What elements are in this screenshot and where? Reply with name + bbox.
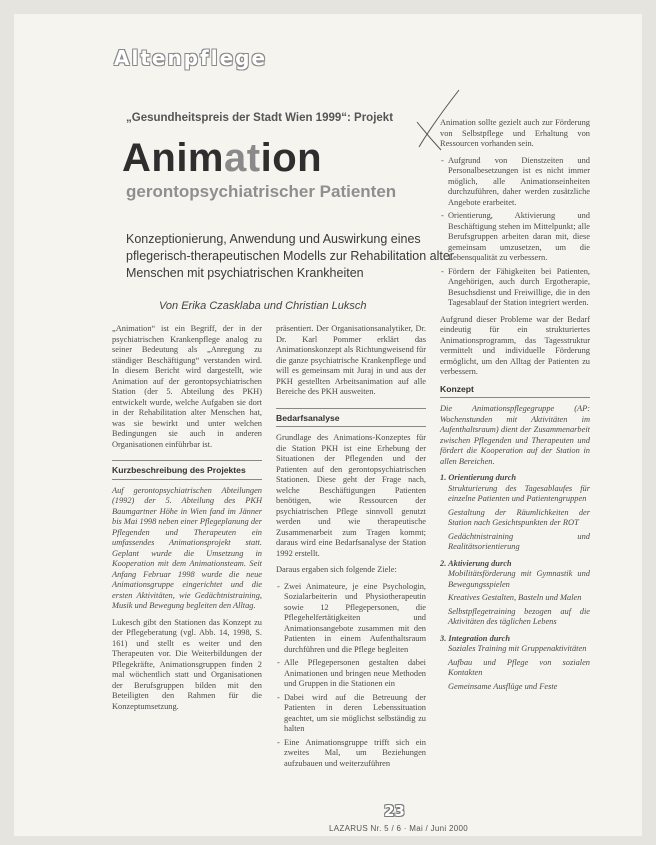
concept-text: Die Animationspflegegruppe (AP: Wochenstunden mit Aktivitäten im Aufenthaltsraum) dient der Zusammenarbeit zwischen Pflegenden und Therapeuten und fördert die Kooperation auf der Station in allen Bereichen. — [440, 404, 590, 466]
col1-paragraph-3: Lukesch gibt den Stationen das Konzept zu der Pflegeberatung (vgl. Abb. 14, 1998, S. 161) und stellt es weiter und den Therapeuten vor. Die Weiterbildungen der Pflegekräfte, Animationsgruppen finden 2 mal wöchentlich statt und Organisationen der Berufsgruppen bilden mit den Beteiligten den Rahmen für die Konzeptumsetzung. — [112, 617, 262, 711]
list-item: Soziales Training mit Gruppenaktivitäten — [448, 644, 587, 653]
divider — [276, 408, 426, 409]
list-item: - Alle Pflegepersonen gestalten dabei Animationen und bringen neue Methoden und Gruppen in die Stationen ein — [284, 658, 426, 690]
list-item: Gemeinsame Ausflüge und Feste — [448, 681, 558, 691]
byline: Von Erika Czasklaba und Christian Luksch — [159, 300, 367, 312]
list-item: Gestaltung der Räumlichkeiten der Station nach Gesichtspunkten der ROT — [448, 507, 590, 527]
concept-item-heading: 2. Aktivierung durch — [440, 558, 512, 568]
divider — [112, 460, 262, 461]
col3-heading: Konzept — [440, 384, 590, 399]
kicker: „Gesundheitspreis der Stadt Wien 1999“: Projekt — [126, 112, 394, 124]
col2-paragraph-1: präsentiert. Der Organisationsanalytiker, Dr. Dr. Karl Pommer erklärt das Animationskonzept als Richtungweisend für die ganze psychiatrische Krankenpflege und will es gemeinsam mit Juraj in und aus der PKH gestellten Arbeitsanimation auf alle Bereiche des PKH ausweiten. — [276, 324, 426, 396]
title-part-1: Anim — [122, 136, 224, 180]
col2-paragraph-2: Grundlage des Animations-Konzeptes für die Station PKH ist eine Erhebung der Situationen der Pflegenden und der Patienten auf den gerontopsychiatrischen Stationen. Diese geht der Frage nach, welche Beschäftigungen Patienten benötigen, wie Ressourcen der psychiatrischen Pflege sinnvoll genutzt werden und wie therapeutische Zusammenarbeit zum Tragen kommt; daraus wird eine Bedarfsanalyse der Station 1992 erstellt. — [276, 433, 426, 558]
title-part-2: at — [224, 136, 261, 180]
concept-item-heading: 1. Orientierung durch — [440, 473, 517, 482]
magazine-page — [14, 14, 642, 836]
col1-paragraph-1: „Animation“ ist ein Begriff, der in der psychiatrischen Krankenpflege analog zu seiner Bedeutung als „Anregung zu ständiger Beschäftigung“ verstanden wird. In diesem Bericht wird dargestellt, wie Animation auf der gerontopsychiatrischen Station (der 5. Abteilung des PKH) entwickelt wurde, welche Aufgaben sie dort in der Rehabilitation alter Menschen hat, was sie bewirkt und unter welchen Bedingungen sie auch in anderen Organisationen einführbar ist. — [112, 324, 262, 449]
column-3 — [440, 118, 590, 698]
concept-item-1 — [440, 473, 590, 553]
concept-item-3 — [440, 634, 590, 693]
concept-list — [440, 473, 590, 692]
list-item: Aufbau und Pflege von sozialen Kontakten — [448, 657, 590, 677]
list-item: Selbstpflegetraining bezogen auf die Aktivitäten des täglichen Lebens — [448, 606, 590, 626]
list-item: Strukturierung des Tagesablaufes für einzelne Patienten und Patientengruppen — [448, 483, 590, 503]
page-footer: LAZARUS Nr. 5 / 6 · Mai / Juni 2000 — [329, 824, 468, 833]
list-item: - Dabei wird auf die Betreuung der Patienten in deren Lebenssituation geachtet, um sie möglichst selbständig zu halten — [284, 693, 426, 735]
title-part-3: ion — [260, 136, 323, 180]
col1-heading: Kurzbeschreibung des Projektes — [112, 465, 262, 480]
list-item: - Orientierung, Aktivierung und Beschäftigung stehen im Mittelpunkt; alle Berufsgruppen arbeiten daran mit, diese gemeinsam umzusetzen, um die Lebensqualität zu verbessern. — [448, 211, 590, 264]
col3-paragraph-bottom: Aufgrund dieser Probleme war der Bedarf eindeutig für ein strukturiertes Animationsprogramm, das Tagesstruktur vermittelt und individuelle Förderung ermöglicht, um den Alltag der Patienten zu verbessern. — [440, 314, 590, 376]
col3-paragraph-top: Animation sollte gezielt auch zur Förderung von Selbstpflege und Erhaltung von Ressourcen vorhanden sein. — [440, 118, 590, 148]
article-subtitle: gerontopsychiatrischer Patienten — [126, 182, 397, 201]
column-2 — [276, 324, 426, 775]
col3-list — [440, 156, 590, 309]
intro-text: Konzeptionierung, Anwendung und Auswirkung eines pflegerisch-therapeutischen Modells zur Rehabilitation alter Menschen mit psychiatrischen Krankheiten — [126, 232, 454, 280]
col2-heading: Bedarfsanalyse — [276, 413, 426, 428]
list-item: - Aufgrund von Dienstzeiten und Personalbesetzungen ist es nicht immer möglich, alle Animationseinheiten durchzuführen, daher werden zusätzliche Angebote erarbeitet. — [448, 156, 590, 209]
col2-paragraph-3: Daraus ergaben sich folgende Ziele: — [276, 565, 397, 574]
page-number: 23 — [384, 802, 405, 820]
list-item: Gedächtnistraining und Realitätsorientierung — [448, 531, 590, 551]
col2-list — [276, 582, 426, 770]
list-item: Kreatives Gestalten, Basteln und Malen — [448, 593, 582, 602]
list-item: - Fördern der Fähigkeiten bei Patienten, Angehörigen, auch durch Ergotherapie, Besuchsdienst und Freiwillige, die in den Tagesablauf der Station integriert werden. — [448, 267, 590, 309]
list-item: Mobilitätsförderung mit Gymnastik und Bewegungsspielen — [448, 569, 590, 589]
list-item: - Zwei Animateure, je eine Psychologin, Sozialarbeiterin und Physiotherapeutin sowie 12 Pflegepersonen, die Pflegehelfertätigkeiten und Animationsangebote zusammen mit den Patienten in einem Aufenthaltsraum durchführen und die Pflege begleiten — [284, 582, 426, 656]
col1-paragraph-2: Auf gerontopsychiatrischen Abteilungen (1992) der 5. Abteilung des PKH Baumgartner Höhe in Wien fand im Jänner bis Mai 1998 neben einer Pflegeplanung der Pflegenden und Therapeuten ein umfassendes Animationsprojekt statt. Geplant wurde die Umsetzung in Kooperation mit dem Animationsteam. Seit Anfang Februar 1998 wurde die neue Animationsgruppe eingerichtet und die ersten Aktivitäten, wie Gedächtnistraining, Musik und Bewegung begleiten den Alltag. — [112, 485, 262, 610]
concept-item-heading: 3. Integration durch — [440, 633, 511, 643]
column-1 — [112, 324, 262, 718]
section-label: Altenpflege — [114, 46, 268, 70]
list-item: - Eine Animationsgruppe trifft sich ein zweites Mal, um Beziehungen aufzubauen und weiterzuführen — [284, 738, 426, 770]
concept-item-2 — [440, 559, 590, 628]
article-title — [122, 138, 322, 178]
